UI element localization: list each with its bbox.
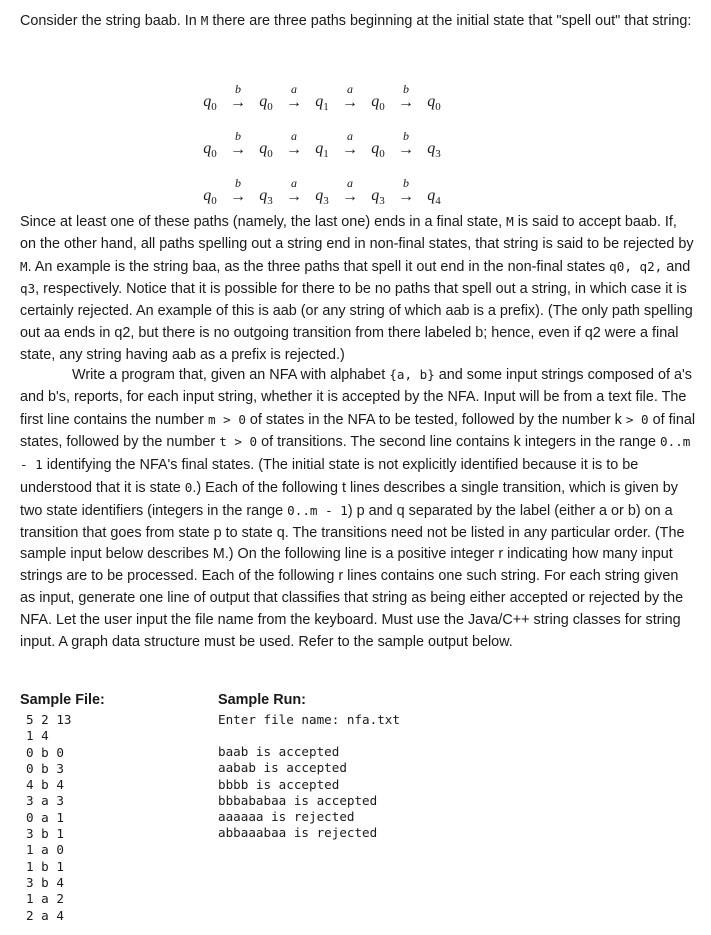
sample-run-line: baab is accepted	[218, 744, 340, 759]
state-label: $q_0$	[259, 139, 273, 160]
transition	[220, 130, 256, 162]
arrow-icon: →	[398, 188, 414, 205]
state-label: $q_1$	[315, 139, 329, 160]
arrow-icon: →	[286, 188, 302, 205]
transition-label: b	[235, 176, 241, 190]
transition-label: b	[403, 129, 409, 143]
body-text: is said to accept baab. If, on the other hand, all paths spelling out a string end in non-final states, that string is said to be rejected by	[20, 214, 694, 252]
code-text: > 0	[625, 411, 649, 427]
sample-file-title: Sample File:	[20, 692, 105, 708]
sample-file-line: 0 b 0	[26, 744, 64, 760]
state-label: $q_0$	[427, 92, 441, 113]
sample-run-results	[218, 744, 377, 842]
sample-run-line: bbbb is accepted	[218, 776, 340, 792]
sample-file-line: 3 b 1	[26, 826, 64, 842]
transition	[332, 130, 368, 162]
code-text: M	[20, 258, 28, 274]
transition	[276, 177, 312, 209]
arrow-icon: →	[230, 94, 246, 111]
arrow-icon: →	[230, 141, 246, 158]
transition-label: b	[235, 129, 241, 143]
arrow-icon: →	[342, 141, 358, 158]
transition-label: b	[403, 82, 409, 96]
transition	[332, 177, 368, 209]
transition	[276, 83, 312, 115]
body-text: . An example is the string baa, as the three paths that spell it out end in the non-final states	[27, 258, 610, 275]
arrow-icon: →	[398, 94, 414, 111]
sample-file-content	[26, 712, 72, 924]
path-diagram	[200, 68, 520, 209]
code-text: 0..m - 1	[20, 434, 691, 473]
body-text: of states in the NFA to be tested, followed by the number k	[245, 411, 626, 428]
code-text: M	[506, 214, 514, 229]
transition	[388, 130, 424, 162]
path-row	[200, 162, 520, 209]
transition	[220, 83, 256, 115]
explanation-paragraph	[20, 211, 696, 367]
transition-label: a	[291, 129, 297, 143]
state-label: $q_1$	[315, 92, 329, 113]
state-label: $q_0$	[371, 92, 385, 113]
body-text: Since at least one of these paths (namely, the last one) ends in a final state,	[20, 214, 507, 230]
sample-file-line: 5 2 13	[26, 712, 72, 727]
transition	[276, 130, 312, 162]
intro-paragraph: Consider the string baab. In M there are three paths beginning at the initial state that "spell out" that string:	[20, 13, 692, 29]
body-text: of transitions. The second line contains k integers in the range	[257, 434, 661, 451]
transition	[388, 83, 424, 115]
state-label: $q_0$	[203, 139, 217, 160]
state-label: $q_3$	[259, 186, 273, 207]
sample-file-line: 4 b 4	[26, 777, 64, 793]
body-text: ) p and q separated by the label (either a or b) on a transition that goes from state p to state q. The transitions need not be listed in any particular order. (The sample input below describes M.) On the following line is a positive integer r indicating how many input strings are to be processed. Each of the following r lines contains one such string. For each string given as input, generate one line of output that classifies that string as being either accepted or rejected by the NFA. Let the user input the file name from the keyboard. Must use the Java/C++ string classes for string input. A graph data structure must be used. Refer to the sample output below.	[20, 502, 685, 650]
sample-run-line: abbaaabaa is rejected	[218, 825, 378, 841]
body-text: identifying the NFA's final states. (The initial state is not explicitly identified because it is to be understood that it is state	[20, 457, 639, 496]
sample-run-line: aaaaaa is rejected	[218, 809, 355, 825]
sample-file-line: 1 4	[26, 728, 49, 744]
transition	[388, 177, 424, 209]
path-row	[200, 68, 520, 115]
path-row	[200, 115, 520, 162]
arrow-icon: →	[342, 94, 358, 111]
body-text: of final states, followed by the number	[20, 411, 696, 451]
sample-run-line: aabab is accepted	[218, 760, 347, 776]
code-text: 0..m - 1	[287, 502, 348, 518]
transition-label: a	[347, 129, 353, 143]
sample-file-line: 1 b 1	[26, 858, 64, 874]
body-text: and some input strings composed of a's and b's, reports, for each input string, whether it is accepted by the NFA. Input will be from a text file. The first line contains the number	[20, 367, 692, 428]
sample-run-line: bbbababaa is accepted	[218, 792, 378, 808]
arrow-icon: →	[342, 188, 358, 205]
sample-file-line: 0 a 1	[26, 809, 64, 825]
sample-run-title: Sample Run:	[218, 692, 306, 708]
arrow-icon: →	[286, 94, 302, 111]
sample-file-line: 0 b 3	[26, 760, 64, 776]
transition-label: a	[291, 82, 297, 96]
body-text: Write a program that, given an NFA with alphabet	[72, 367, 390, 383]
body-text: .) Each of the following t lines describes a single transition, which is given by two state identifiers (integers in the range	[20, 479, 678, 519]
transition-label: b	[403, 176, 409, 190]
arrow-icon: →	[398, 141, 414, 158]
code-text: m > 0	[207, 411, 246, 427]
state-label: $q_0$	[203, 92, 217, 113]
sample-file-line: 2 a 4	[26, 907, 64, 923]
code-text: q0, q2,	[609, 258, 663, 274]
body-text: and	[662, 258, 691, 275]
transition	[332, 83, 368, 115]
code-text: 0	[184, 479, 193, 495]
task-paragraph	[20, 364, 696, 653]
state-label: $q_0$	[371, 139, 385, 160]
code-text: {a, b}	[389, 367, 435, 382]
transition-label: a	[347, 82, 353, 96]
state-label: $q_0$	[203, 186, 217, 207]
body-text: , respectively. Notice that it is possible for there to be no paths that spell out a string, in which case it is certainly rejected. An example of this is aab (or any string of which aab is a prefix). (The only path spelling out aa ends in q2, but there is no outgoing transition from there labeled b; hence, even if q2 were a final state, any string having aab as a prefix is rejected.)	[20, 281, 693, 363]
arrow-icon: →	[286, 141, 302, 158]
transition-label: a	[291, 176, 297, 190]
code-text: t > 0	[219, 434, 258, 450]
sample-file-line: 1 a 2	[26, 891, 64, 907]
sample-file-line: 3 b 4	[26, 874, 64, 890]
sample-file-line: 1 a 0	[26, 842, 64, 858]
arrow-icon: →	[230, 188, 246, 205]
transition-label: a	[347, 176, 353, 190]
transition-label: b	[235, 82, 241, 96]
state-label: $q_3$	[427, 139, 441, 160]
state-label: $q_3$	[371, 186, 385, 207]
state-label: $q_3$	[315, 186, 329, 207]
sample-run-prompt: Enter file name: nfa.txt	[218, 712, 400, 727]
state-label: $q_0$	[259, 92, 273, 113]
transition	[220, 177, 256, 209]
code-text: q3	[20, 281, 36, 297]
state-label: $q_4$	[427, 186, 441, 207]
sample-file-line: 3 a 3	[26, 793, 64, 809]
